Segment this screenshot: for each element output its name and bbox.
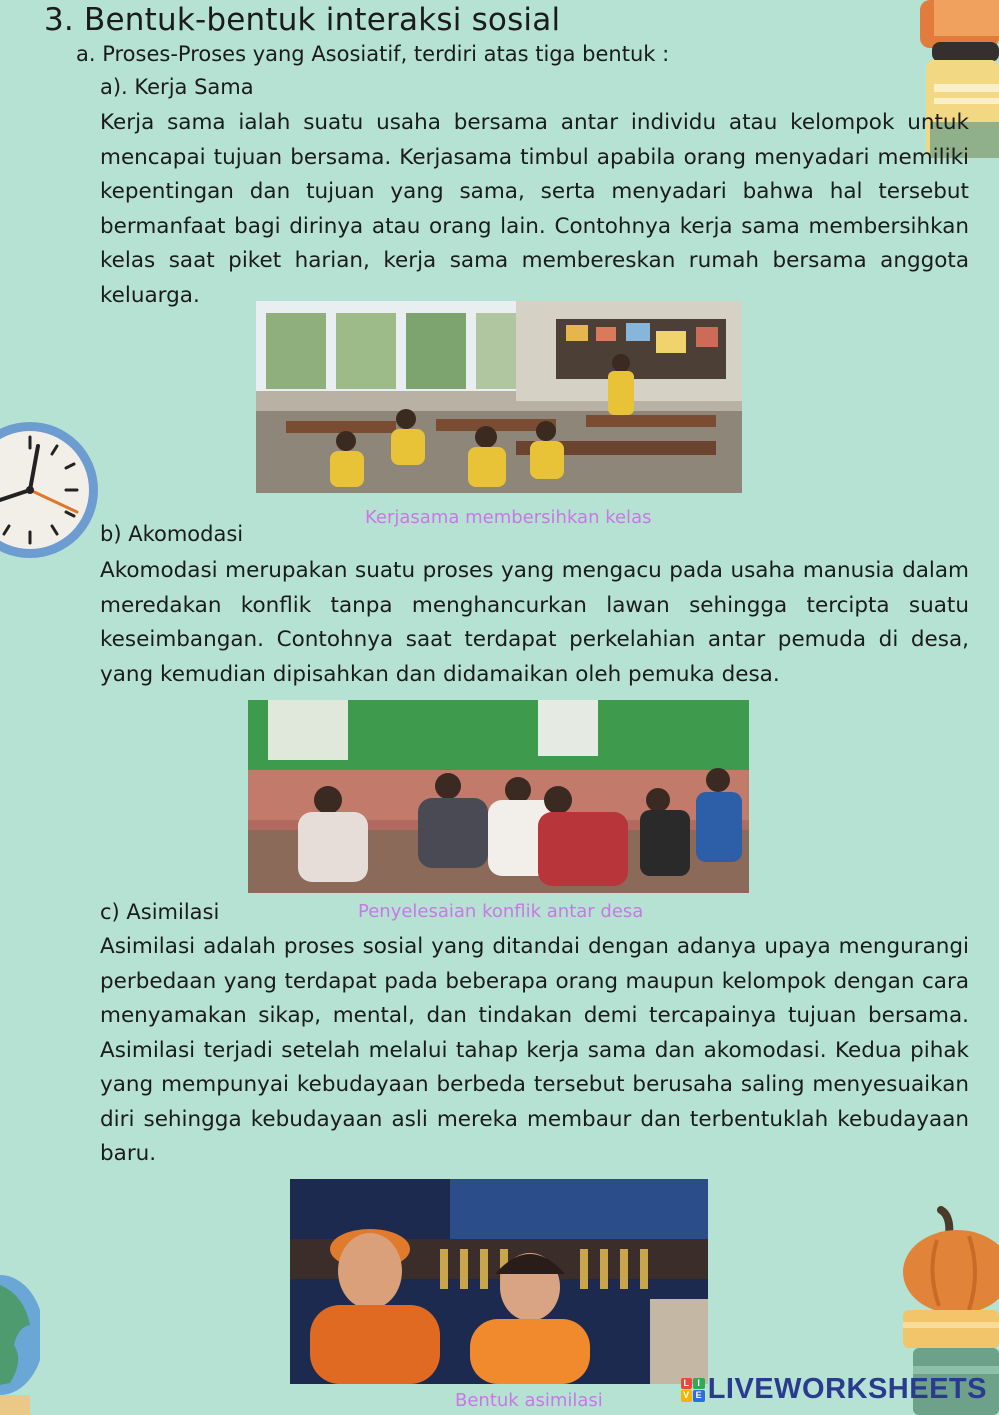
section-subheading: a. Proses-Proses yang Asosiatif, terdiri atas tiga bentuk :: [76, 42, 670, 66]
paragraph-akomodasi: Akomodasi merupakan suatu proses yang mengacu pada usaha manusia dalam meredakan konflik tanpa menghancurkan lawan sehingga tercipta suatu keseimbangan. Contohnya saat terdapat perkelahian antar pemuda di desa, yang kemudian dipisahkan dan didamaikan oleh pemuka desa.: [100, 558, 969, 687]
paragraph-kerja-sama: Kerja sama ialah suatu usaha bersama antar individu atau kelompok untuk mencapai tujuan bersama. Kerjasama timbul apabila orang menyadari memiliki kepentingan dan tujuan yang sama, serta menyadari bahwa hal tersebut bermanfaat bagi dirinya atau orang lain. Contohnya kerja sama membersihkan kelas saat piket harian, kerja sama membereskan rumah bersama anggota keluarga.: [100, 110, 969, 308]
logo-letter-i: I: [693, 1378, 705, 1390]
cultural-performance-photo: [290, 1179, 708, 1384]
classroom-photo: [256, 301, 742, 493]
caption-akomodasi: Penyelesaian konflik antar desa: [358, 901, 644, 922]
page-title: 3. Bentuk-bentuk interaksi sosial: [44, 2, 561, 38]
logo-letter-l: L: [681, 1378, 693, 1390]
caption-asimilasi: Bentuk asimilasi: [455, 1390, 603, 1411]
liveworksheets-text: LIVEWORKSHEETS: [707, 1373, 987, 1405]
liveworksheets-logo-icon: [681, 1378, 705, 1402]
logo-letter-v: V: [681, 1390, 693, 1402]
section-title-asimilasi: c) Asimilasi: [100, 900, 220, 924]
liveworksheets-watermark[interactable]: [681, 1373, 987, 1406]
globe-icon: [0, 1265, 40, 1415]
section-title-kerja-sama: a). Kerja Sama: [100, 75, 254, 99]
paragraph-asimilasi: Asimilasi adalah proses sosial yang ditandai dengan adanya upaya mengurangi perbedaan yang terdapat pada beberapa orang maupun kelompok dengan cara menyamakan sikap, mental, dan tindakan demi tercapainya tujuan bersama. Asimilasi terjadi setelah melalui tahap kerja sama dan akomodasi. Kedua pihak yang mempunyai kebudayaan berbeda tersebut berusaha saling menyesuaikan diri sehingga kebudayaan asli mereka membaur dan terbentuklah kebudayaan baru.: [100, 934, 969, 1166]
caption-kerja-sama: Kerjasama membersihkan kelas: [365, 507, 652, 528]
village-mediation-photo: [248, 700, 749, 893]
clock-icon: [0, 418, 102, 563]
logo-letter-e: E: [693, 1390, 705, 1402]
section-title-akomodasi: b) Akomodasi: [100, 522, 244, 546]
